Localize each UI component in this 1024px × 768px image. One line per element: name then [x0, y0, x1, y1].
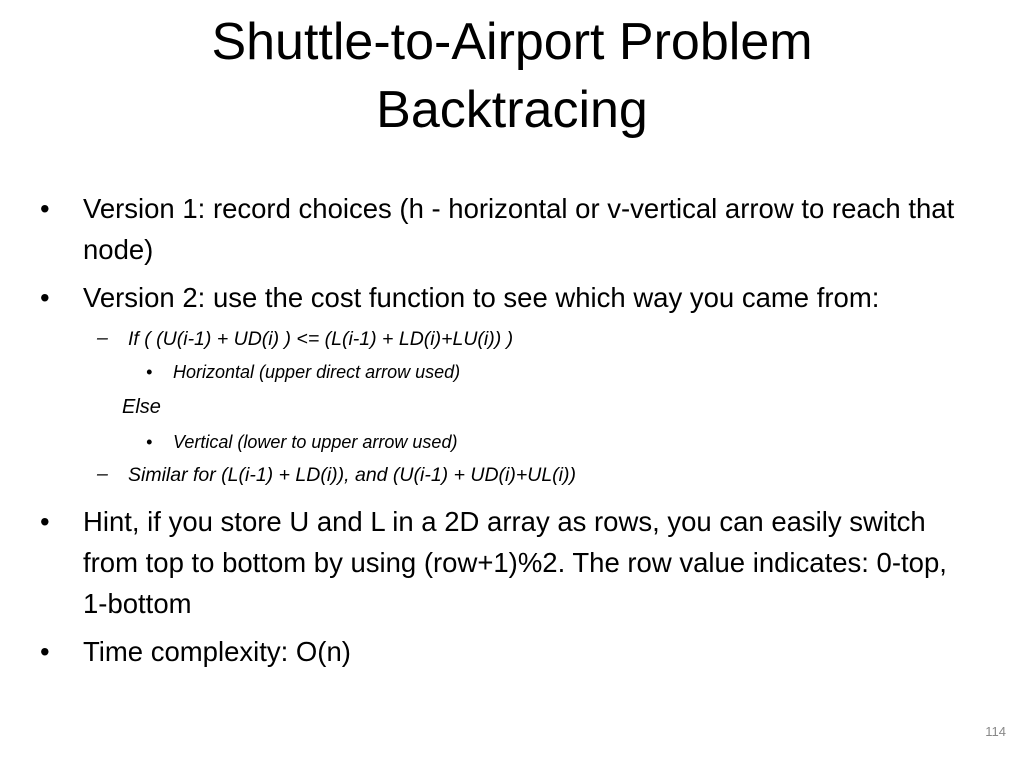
bullet-text: Version 1: record choices (h - horizontal or v-vertical arrow to reach that node): [83, 193, 955, 265]
bullet-time-complexity: [40, 631, 970, 672]
bullet-version-1: [40, 188, 970, 270]
sub-sub-bullet-vertical: [40, 429, 970, 455]
sub-bullet-similar: [40, 461, 970, 489]
bullet-icon: •: [146, 432, 153, 452]
bullet-icon: •: [146, 362, 153, 382]
slide-title: [0, 8, 1024, 144]
else-label: Else: [122, 396, 161, 418]
dash-icon: –: [97, 463, 108, 485]
bullet-icon: •: [40, 636, 50, 667]
sub-bullet-if: [40, 325, 970, 353]
bullet-version-2: [40, 277, 970, 318]
bullet-text: Version 2: use the cost function to see which way you came from:: [83, 282, 880, 313]
bullet-icon: •: [40, 506, 50, 537]
bullet-text: Hint, if you store U and L in a 2D array as rows, you can easily switch from top to bottom by using (row+1)%2. The row value indicates: 0-top, 1-bottom: [83, 506, 947, 619]
sub-sub-bullet-text: Vertical (lower to upper arrow used): [173, 432, 458, 452]
title-line-2: Backtracing: [376, 81, 648, 139]
bullet-icon: •: [40, 193, 50, 224]
title-line-1: Shuttle-to-Airport Problem: [211, 13, 813, 71]
bullet-list: [40, 188, 970, 679]
bullet-icon: •: [40, 282, 50, 313]
sub-bullet-text: If ( (U(i-1) + UD(i) ) <= (L(i-1) + LD(i)+LU(i)) ): [128, 328, 514, 350]
dash-icon: –: [97, 327, 108, 349]
sub-bullet-text: Similar for (L(i-1) + LD(i)), and (U(i-1) + UD(i)+UL(i)): [128, 464, 576, 486]
sub-sub-bullet-text: Horizontal (upper direct arrow used): [173, 362, 461, 382]
sub-sub-bullet-horizontal: [40, 359, 970, 385]
bullet-hint: [40, 501, 970, 624]
bullet-text: Time complexity: O(n): [83, 636, 351, 667]
page-number: 114: [985, 724, 1006, 739]
